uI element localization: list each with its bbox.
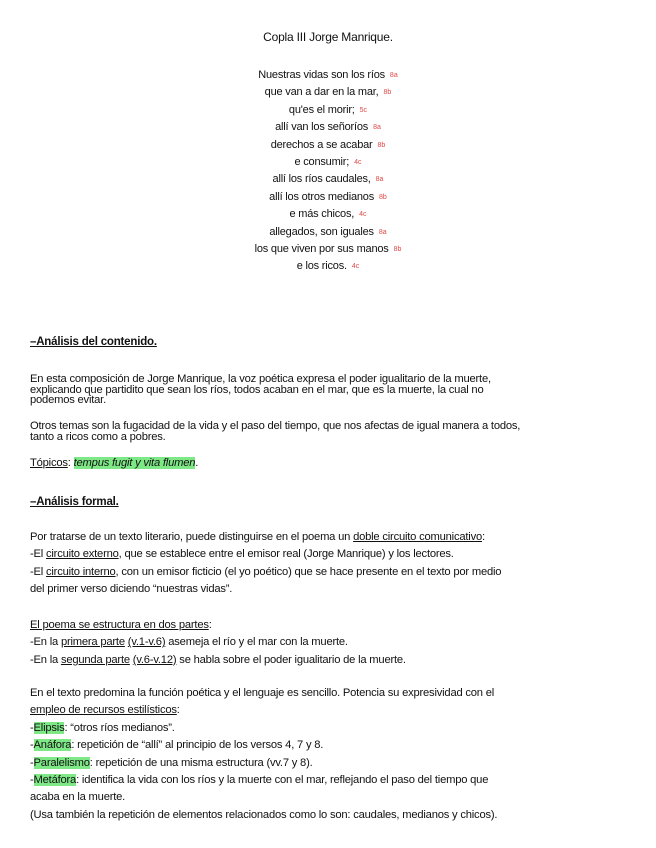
text-span: -	[30, 739, 34, 752]
resource-item-anaphora	[30, 737, 630, 754]
verse-text: allí van los señoríos	[275, 121, 369, 134]
rhyme-annotation: 5c	[359, 106, 368, 114]
verse	[0, 84, 656, 101]
verse	[0, 171, 656, 188]
internal-circuit-continuation: del primer verso diciendo “nuestras vidas”.	[30, 583, 233, 596]
internal-circuit-line	[30, 564, 630, 581]
text-span: : repetición de “allí” al principio de los versos 4, 7 y 8.	[71, 739, 324, 752]
rhyme-annotation: 8b	[379, 193, 387, 201]
verse-text: qu'es el morir;	[288, 103, 355, 116]
metaphor-continuation: acaba en la muerte.	[30, 791, 126, 804]
rhyme-annotation: 8a	[375, 176, 384, 184]
topics-separator: :	[67, 457, 71, 469]
second-part-line	[30, 652, 630, 669]
verse	[0, 67, 656, 84]
external-circuit-line	[30, 546, 630, 563]
resources-section	[30, 685, 630, 824]
circuit-section	[30, 529, 630, 599]
rhyme-annotation: 8a	[378, 228, 387, 236]
text-span: : identifica la vida con los ríos y la muerte con el mar, reflejando el paso del tiempo que	[76, 774, 489, 787]
text-span: , que se establece entre el emisor real (Jorge Manrique) y los lectores.	[118, 548, 454, 561]
verse-text: derechos a se acabar	[270, 138, 373, 151]
rhyme-annotation: 4c	[354, 159, 362, 167]
stylistic-resources-term: empleo de recursos estilísticos	[30, 704, 177, 717]
text-span: Por tratarse de un texto literario, puede distinguirse en el poema un	[30, 531, 354, 543]
verse	[0, 119, 656, 136]
resource-item-metaphor	[30, 772, 630, 789]
rhyme-annotation: 8a	[373, 124, 381, 132]
poem-title: Copla III Jorge Manrique.	[263, 30, 393, 44]
verse-text: allegados, son iguales	[269, 225, 374, 238]
verse-text: e más chicos,	[289, 208, 355, 221]
text-span: :	[208, 619, 212, 631]
text-line: explicando que partidito que sean los ríos, todos acaban en el mar, que es la muerte, la cual no	[30, 383, 484, 396]
verse-text: que van a dar en la mar,	[264, 86, 379, 99]
text-line: En esta composición de Jorge Manrique, la voz poética expresa el poder igualitario de la muerte,	[30, 373, 491, 385]
verse-text: allí los otros medianos	[269, 190, 375, 203]
text-line: tanto a ricos como a pobres.	[30, 430, 166, 443]
resource-term: Anáfora	[33, 739, 72, 752]
rhyme-annotation: 8b	[383, 89, 392, 97]
resources-intro-line-2	[30, 702, 630, 719]
topics-value: tempus fugit y vita flumen	[73, 457, 196, 469]
verse	[0, 102, 656, 119]
rhyme-annotation: 8b	[377, 141, 386, 149]
verse	[0, 258, 656, 275]
verse	[0, 189, 656, 206]
first-part-term: primera parte	[60, 636, 125, 649]
structure-title: El poema se estructura en dos partes	[30, 619, 209, 631]
text-span: -El	[30, 565, 46, 578]
content-paragraph-1	[30, 374, 630, 406]
text-line: podemos evitar.	[30, 394, 106, 406]
internal-circuit-term: circuito interno	[45, 565, 116, 578]
verse-text: e consumir;	[294, 156, 350, 169]
topics-label: Tópicos	[30, 457, 68, 469]
circuit-intro	[30, 529, 630, 546]
first-part-line	[30, 634, 630, 651]
verse	[0, 137, 656, 154]
text-span: : repetición de una misma estructura (vv.7 y 8).	[89, 756, 313, 769]
rhyme-annotation: 4c	[351, 263, 360, 271]
structure-section	[30, 617, 630, 669]
verse	[0, 224, 656, 241]
structure-title-line	[30, 617, 630, 634]
verse-text: allí los ríos caudales,	[272, 173, 371, 186]
resources-intro-line: En el texto predomina la función poética y el lenguaje es sencillo. Potencia su expresividad con el	[30, 687, 495, 699]
resource-term: Paralelismo	[33, 756, 90, 769]
text-span: -En la	[30, 636, 61, 649]
first-part-range: (v.1-v.6)	[127, 636, 166, 649]
rhyme-annotation: 8a	[389, 72, 398, 79]
text-span: se habla sobre el poder igualitario de la muerte.	[176, 653, 406, 666]
resource-term: Elipsis	[33, 721, 65, 734]
text-span: -El	[30, 548, 46, 561]
text-span: -En la	[30, 653, 61, 666]
content-analysis-heading: –Análisis del contenido.	[30, 336, 157, 348]
text-span: asemeja el río y el mar con la muerte.	[165, 636, 348, 649]
double-circuit-term: doble circuito comunicativo	[353, 531, 482, 543]
closing-note: (Usa también la repetición de elementos relacionados como lo son: caudales, medianos y chicos).	[30, 808, 498, 821]
verse-text: Nuestras vidas son los ríos	[258, 69, 385, 81]
rhyme-annotation: 4c	[359, 211, 367, 219]
poem	[0, 67, 656, 276]
second-part-range: (v.6-v.12)	[132, 653, 177, 666]
text-span: :	[482, 531, 485, 543]
topics-line	[30, 457, 630, 469]
external-circuit-term: circuito externo	[45, 548, 119, 561]
text-line: Otros temas son la fugacidad de la vida y el paso del tiempo, que nos afectas de igual manera a todos,	[30, 420, 521, 432]
verse	[0, 206, 656, 223]
resource-item-parallelism	[30, 755, 630, 772]
rhyme-annotation: 8b	[393, 246, 402, 254]
text-span: :	[176, 704, 180, 717]
verse-text: e los ricos.	[296, 260, 347, 273]
topics-end: .	[195, 457, 199, 469]
formal-analysis-heading: –Análisis formal.	[30, 496, 119, 508]
text-span: : “otros ríos medianos”.	[64, 721, 175, 734]
verse-text: los que viven por sus manos	[254, 243, 389, 256]
text-span: -	[30, 721, 34, 734]
text-span: -	[30, 774, 34, 787]
resource-item-ellipsis	[30, 720, 630, 737]
content-paragraph-2	[30, 421, 630, 442]
second-part-term: segunda parte	[60, 653, 130, 666]
verse	[0, 241, 656, 258]
verse	[0, 154, 656, 171]
resource-term: Metáfora	[33, 774, 77, 787]
text-span: , con un emisor ficticio (el yo poético) que se hace presente en el texto por medio	[115, 565, 502, 578]
text-span: -	[30, 756, 34, 769]
